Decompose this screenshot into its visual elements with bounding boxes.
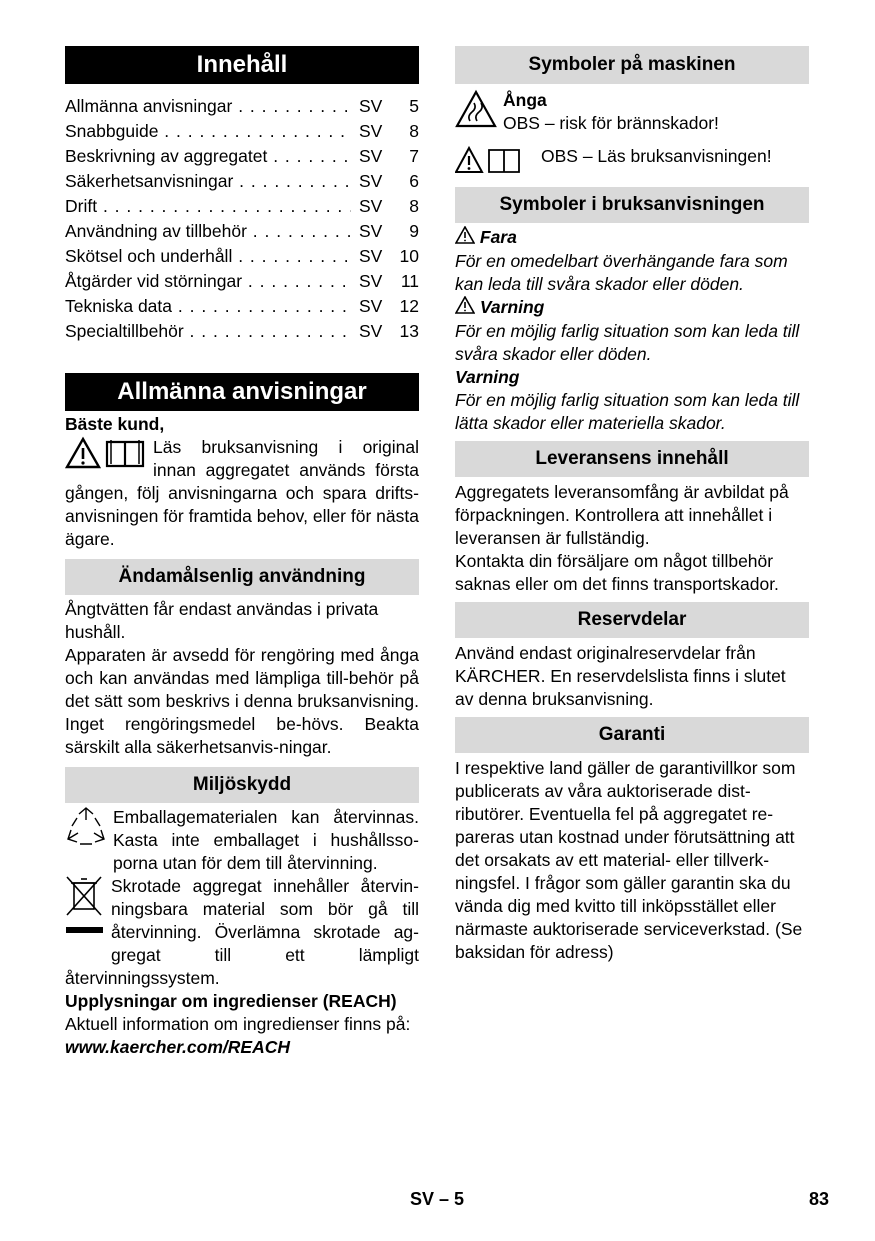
page-number: 83 — [809, 1189, 830, 1209]
toc-lang: SV — [359, 321, 383, 341]
general-block — [65, 436, 419, 551]
toc-page: 8 — [409, 121, 419, 141]
toc-title: Drift . . . — [65, 194, 351, 219]
steam-title: Ånga — [503, 90, 547, 110]
toc-row[interactable] — [65, 319, 419, 344]
intended-use-heading: Ändamålsenlig användning — [65, 559, 419, 595]
toc-lang: SV — [359, 171, 383, 191]
env-text-1: Emballagematerialen kan återvinnas. Kasta inte emballaget i hushållsso-porna utan för dem till återvinning. — [113, 807, 419, 873]
toc-row[interactable] — [65, 219, 419, 244]
crossed-bin-icon — [65, 875, 105, 947]
toc-page: 12 — [399, 296, 419, 316]
toc-page: 9 — [409, 221, 419, 241]
spare-parts-heading: Reservdelar — [455, 602, 809, 638]
table-of-contents — [65, 94, 419, 344]
disposal-block — [65, 875, 419, 990]
toc-title: Allmänna anvisningar . . . — [65, 94, 351, 119]
danger-label-row — [455, 226, 809, 250]
warning-triangle-icon — [455, 226, 475, 250]
warning-triangle-icon — [455, 296, 475, 320]
env-text-2: Skrotade aggregat innehåller återvin-ningsbara material som bör gå till återvinning. Överlämna skrotade ag-gregat till ett lämpligt återvinningssystem. — [65, 876, 419, 988]
toc-row[interactable] — [65, 269, 419, 294]
toc-page: 6 — [409, 171, 419, 191]
toc-lang: SV — [359, 221, 383, 241]
toc-lang: SV — [359, 96, 383, 116]
environment-heading: Miljöskydd — [65, 767, 419, 803]
hot-steam-warning-icon — [455, 89, 497, 135]
danger-label: Fara — [479, 227, 517, 247]
spare-parts-text: Använd endast originalreservdelar från KÄRCHER. En reservdelslista finns i slutet av denna bruksanvisning. — [455, 643, 786, 709]
toc-lang: SV — [359, 196, 383, 216]
steam-symbol-block — [455, 89, 809, 135]
toc-row[interactable] — [65, 144, 419, 169]
toc-row[interactable] — [65, 294, 419, 319]
toc-lang: SV — [359, 146, 383, 166]
greeting: Bäste kund, — [65, 414, 165, 434]
reach-url-link[interactable]: www.kaercher.com/REACH — [65, 1037, 290, 1057]
warning-read-manual-icon — [455, 145, 521, 181]
toc-lang: SV — [359, 296, 383, 316]
section-page-label: SV – 5 — [410, 1189, 465, 1209]
delivery-text-1: Aggregatets leveransomfång är avbildat på förpackningen. Kontrollera att innehållet i leveransen är fullständig. — [455, 482, 789, 548]
toc-page: 5 — [409, 96, 419, 116]
toc-title: Beskrivning av aggregatet . . . — [65, 144, 351, 169]
symbols-machine-heading: Symboler på maskinen — [455, 46, 809, 84]
warning-label: Varning — [479, 297, 545, 317]
danger-text: För en omedelbart överhängande fara som kan leda till svåra skador eller döden. — [455, 251, 788, 294]
toc-heading: Innehåll — [65, 46, 419, 84]
read-manual-text: OBS – Läs bruksanvisningen! — [541, 146, 772, 166]
toc-title: Säkerhetsanvisningar . . . — [65, 169, 351, 194]
warranty-heading: Garanti — [455, 717, 809, 753]
read-manual-symbol-block — [455, 145, 809, 181]
general-heading: Allmänna anvisningar — [65, 373, 419, 411]
toc-page: 11 — [400, 271, 419, 291]
steam-text: OBS – risk för brännskador! — [503, 113, 719, 133]
caution-text: För en möjlig farlig situation som kan leda till lätta skador eller materiella skador. — [455, 390, 800, 433]
reach-heading: Upplysningar om ingredienser (REACH) — [65, 991, 397, 1011]
recycling-block — [65, 806, 419, 875]
toc-row[interactable] — [65, 169, 419, 194]
toc-lang: SV — [359, 246, 383, 266]
delivery-text-2: Kontakta din försäljare om något tillbehör saknas eller om det finns transportskador. — [455, 551, 779, 594]
toc-page: 13 — [399, 321, 419, 341]
right-column — [455, 46, 809, 964]
reach-text: Aktuell information om ingredienser finns på: — [65, 1014, 411, 1034]
caution-label: Varning — [455, 367, 520, 387]
warning-label-row — [455, 296, 809, 320]
toc-lang: SV — [359, 271, 383, 291]
warning-text: För en möjlig farlig situation som kan leda till svåra skador eller döden. — [455, 321, 800, 364]
intended-text-2: Apparaten är avsedd för rengöring med ånga och kan användas med lämpliga till-behör på det sätt som beskrivs i denna bruksanvisning. Inget rengöringsmedel be-hövs. Beakta särskilt alla säkerhetsanvis-ningar. — [65, 645, 419, 757]
general-text: Läs bruksanvisning i original innan aggregatet används första gången, följ anvisningarna och spara drifts-anvisningen för framtida behov, eller för nästa ägare. — [65, 437, 419, 549]
intended-text-1: Ångtvätten får endast användas i privata hushåll. — [65, 599, 379, 642]
warranty-text: I respektive land gäller de garantivillkor som publicerats av våra auktoriserade dist-ributörer. Eventuella fel på aggregatet re-pareras utan kostnad under förutsättning att det orsakats av ett material- eller tillverk-ningsfel. I frågor som gäller garantin ska du vända dig med kvitto till inköpsstället eller närmaste auktoriserade serviceverkstad. (Se baksidan för adress) — [455, 758, 803, 962]
toc-title: Snabbguide . . . — [65, 119, 351, 144]
toc-row[interactable] — [65, 94, 419, 119]
toc-lang: SV — [359, 121, 383, 141]
recycle-icon — [65, 806, 107, 854]
warning-read-manual-icon — [65, 436, 147, 476]
toc-title: Skötsel och underhåll . . . — [65, 244, 351, 269]
toc-page: 7 — [409, 146, 419, 166]
toc-title: Åtgärder vid störningar . . . — [65, 269, 351, 294]
toc-row[interactable] — [65, 119, 419, 144]
toc-title: Tekniska data . . . — [65, 294, 351, 319]
left-column — [65, 46, 419, 1059]
toc-row[interactable] — [65, 244, 419, 269]
toc-page: 10 — [399, 246, 419, 266]
delivery-heading: Leveransens innehåll — [455, 441, 809, 477]
symbols-manual-heading: Symboler i bruksanvisningen — [455, 187, 809, 223]
toc-title: Specialtillbehör . . . — [65, 319, 351, 344]
toc-page: 8 — [409, 196, 419, 216]
toc-title: Användning av tillbehör . . . — [65, 219, 351, 244]
toc-row[interactable] — [65, 194, 419, 219]
